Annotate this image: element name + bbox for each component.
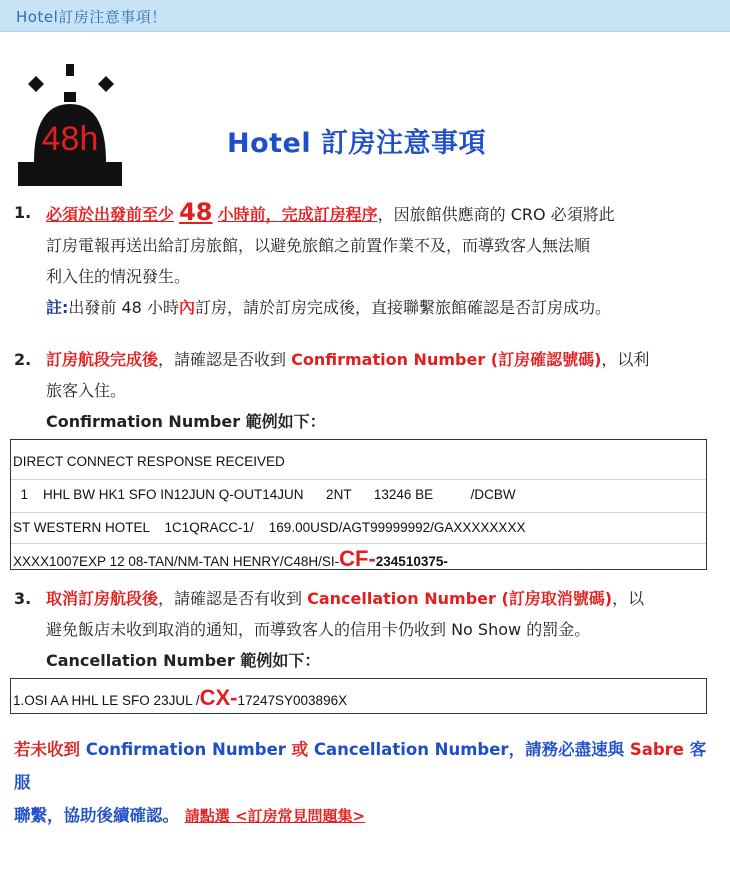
item-2-line-2: 旅客入住。 <box>46 381 127 400</box>
confirm-row-1: DIRECT CONNECT RESPONSE RECEIVED <box>13 454 285 469</box>
cancellation-example-label: Cancellation Number 範例如下： <box>46 651 321 670</box>
footer-line-2-a: 聯繫，協助後續確認。 <box>14 806 179 825</box>
item-2-red-b: Confirmation Number (訂房確認號碼) <box>291 350 602 369</box>
item-1-note-a: 出發前 48 小時 <box>68 298 179 317</box>
footer-note <box>14 733 722 833</box>
item-1-red-a: 必須於出發前至少 <box>46 205 175 224</box>
item-1-line-1 <box>46 197 730 230</box>
faq-link[interactable]: 請點選 <訂房常見問題集> <box>184 807 366 825</box>
footer-line-1 <box>14 733 722 799</box>
item-2-number: 2. <box>14 350 32 369</box>
footer-blue-d: 客服 <box>14 740 707 792</box>
bell-48h-icon <box>14 62 124 188</box>
footer-red-b: 或 <box>291 740 309 759</box>
item-2-rest-a: ，請確認是否收到 <box>158 350 287 369</box>
footer-blue-c: ，請務必盡速與 <box>508 740 625 759</box>
divider <box>11 512 706 513</box>
item-2 <box>14 344 730 444</box>
item-1-note-red: 內 <box>178 298 195 317</box>
item-1-note <box>46 292 730 323</box>
page-title: Hotel 訂房注意事項 <box>227 128 487 159</box>
item-1-note-label: 註: <box>46 298 69 317</box>
confirm-cf-code: CF- <box>339 546 376 571</box>
divider <box>11 479 706 480</box>
item-3 <box>14 583 730 683</box>
header-bar <box>0 0 730 32</box>
item-1-number: 1. <box>14 203 32 222</box>
confirm-row-2: 1 HHL BW HK1 SFO IN12JUN Q-OUT14JUN 2NT 13246 BE /DCBW <box>13 487 516 502</box>
confirm-row-4 <box>13 546 448 572</box>
cancellation-example-box <box>10 678 707 714</box>
item-1-line-3: 利入住的情況發生。 <box>46 267 191 286</box>
item-2-rest-b: ，以利 <box>601 350 650 369</box>
confirm-row-4-b: 234510375- <box>375 554 448 569</box>
item-1-line-2: 訂房電報再送出給訂房旅館，以避免旅館之前置作業不及，而導致客人無法順 <box>46 236 591 255</box>
cancel-row-1-a: 1.OSI AA HHL LE SFO 23JUL / <box>13 693 200 708</box>
confirm-row-3: ST WESTERN HOTEL 1C1QRACC-1/ 169.00USD/AGT99999992/GAXXXXXXXX <box>13 520 526 535</box>
footer-red-a: 若未收到 <box>14 740 80 759</box>
footer-line-2 <box>14 799 722 833</box>
item-1 <box>14 197 730 337</box>
bell-badge: 48h <box>41 120 99 158</box>
confirm-row-4-a: XXXX1007EXP 12 08-TAN/NM-TAN HENRY/C48H/SI- <box>13 554 340 569</box>
footer-red-c: Sabre <box>629 740 684 759</box>
item-3-line-1 <box>46 583 730 614</box>
item-3-line-2: 避免飯店未收到取消的通知，而導致客人的信用卡仍收到 No Show 的罰金。 <box>46 620 591 639</box>
item-3-rest-b: ，以 <box>612 589 645 608</box>
confirmation-example-box <box>10 439 707 570</box>
cancel-row-1 <box>13 685 347 711</box>
item-3-rest-a: ，請確認是否有收到 <box>158 589 303 608</box>
item-1-red-hours: 48 <box>179 198 213 226</box>
footer-blue-b: Cancellation Number <box>313 740 509 759</box>
footer-blue-a: Confirmation Number <box>85 740 286 759</box>
cancel-cx-code: CX- <box>199 685 238 710</box>
item-3-red-b: Cancellation Number (訂房取消號碼) <box>307 589 613 608</box>
item-1-red-b: 小時前，完成訂房程序 <box>217 205 378 224</box>
cancel-row-1-b: 17247SY003896X <box>237 693 348 708</box>
header-title: Hotel訂房注意事項！ <box>16 8 167 26</box>
item-2-red-a: 訂房航段完成後 <box>46 350 159 369</box>
item-1-rest-a: ，因旅館供應商的 CRO 必須將此 <box>377 205 615 224</box>
item-3-number: 3. <box>14 589 32 608</box>
item-1-note-b: 訂房，請於訂房完成後，直接聯繫旅館確認是否訂房成功。 <box>194 298 611 317</box>
item-3-red-a: 取消訂房航段後 <box>46 589 159 608</box>
divider <box>11 543 706 544</box>
item-2-line-1 <box>46 344 730 375</box>
confirmation-example-label: Confirmation Number 範例如下： <box>46 412 326 431</box>
